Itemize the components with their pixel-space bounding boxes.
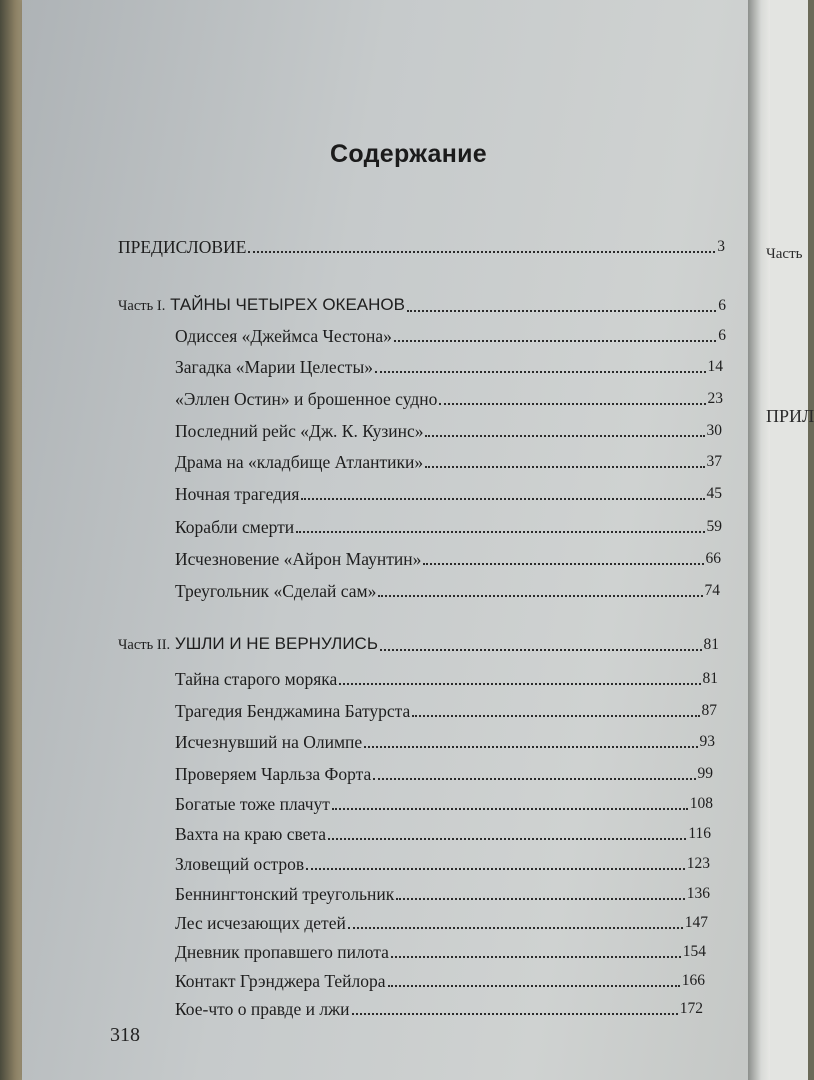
toc-entry-title: Ночная трагедия [175,484,300,504]
toc-entry [175,912,708,934]
toc-entry-page: 66 [705,550,721,567]
toc-part-label [118,294,405,317]
toc-leader [328,838,686,840]
toc-entry-title: Тайна старого моряка [175,669,338,689]
toc-leader [439,403,705,405]
toc-entry [175,941,706,963]
toc-entry-title: Богатые тоже плачут [175,794,330,814]
toc-entry-title: Трагедия Бенджамина Батурста [175,701,411,721]
toc-entry-page: 136 [686,885,710,902]
toc-leader [407,310,716,312]
toc-entry [175,548,721,570]
toc-leader [391,956,681,958]
toc-entry-page: 14 [707,358,723,375]
toc-entry-page: 81 [702,670,718,687]
toc-entry [175,325,726,347]
toc-entry-title: Исчезнувший на Олимпе [175,732,363,752]
toc-entry-title: Загадка «Марии Целесты» [175,357,373,377]
toc-entry [175,580,720,602]
toc-entry-title: Вахта на краю света [175,824,327,844]
toc-entry-page: 123 [686,855,710,872]
toc-leader [380,649,702,651]
toc-entry [118,236,725,258]
toc-entry-page: 30 [706,422,722,439]
toc-entry-title: Контакт Грэнджера Тейлора [175,971,386,991]
toc-entry [175,516,722,538]
toc-entry [175,668,718,690]
toc-leader [364,746,697,748]
toc-entry-page: 45 [706,485,722,502]
toc-entry-page: 166 [681,972,705,989]
toc-entry-title: Корабли смерти [175,517,295,537]
facing-page-text: ПРИЛ [766,406,814,426]
toc-part-title: УШЛИ И НЕ ВЕРНУЛИСЬ [174,634,378,653]
toc-leader [248,251,715,253]
toc-leader [348,927,683,929]
toc-entry [175,853,710,875]
toc-entry-page: 23 [707,390,723,407]
toc-entry-page: 147 [684,914,708,931]
toc-entry-title: Последний рейс «Дж. К. Кузинс» [175,421,424,441]
toc-entry-title: Драма на «кладбище Атлантики» [175,452,424,472]
toc-part-label [118,633,378,656]
toc-part-prefix: Часть I. [118,298,166,314]
toc-part-heading [118,633,719,656]
toc-entry-title: Лес исчезающих детей [175,913,346,933]
toc-leader [378,595,702,597]
toc-leader [306,868,685,870]
toc-part-heading [118,294,726,317]
toc-leader [412,715,699,717]
toc-leader [394,340,716,342]
toc-entry-page: 172 [679,1000,703,1017]
toc-entry-page: 3 [717,238,725,255]
toc-entry-page: 154 [682,943,706,960]
toc-entry [175,356,723,378]
toc-entry-page: 87 [701,702,717,719]
toc-entry-page: 81 [703,636,719,653]
toc-entry-page: 74 [704,582,720,599]
toc-leader [296,531,704,533]
toc-leader [423,563,703,565]
toc-leader [301,498,704,500]
toc-part-title: ТАЙНЫ ЧЕТЫРЕХ ОКЕАНОВ [170,295,405,314]
toc-entry-title: Дневник пропавшего пилота [175,942,389,962]
toc-entry [175,793,713,815]
page-title: Содержание [330,140,488,168]
toc-entry [175,731,715,753]
toc-entry-title: Кое-что о правде и лжи [175,999,350,1019]
toc-entry [175,700,717,722]
toc-entry-page: 108 [689,795,713,812]
toc-entry [175,883,710,905]
toc-entry-title: «Эллен Остин» и брошенное судно [175,389,438,409]
toc-leader [388,985,680,987]
toc-leader [425,435,704,437]
toc-entry [175,823,711,845]
toc-entry-page: 116 [688,825,711,842]
toc-entry-title: ПРЕДИСЛОВИЕ [118,237,247,257]
toc-entry-title: Проверяем Чарльза Форта [175,764,372,784]
toc-entry [175,763,713,785]
toc-entry [175,483,722,505]
toc-leader [352,1013,678,1015]
toc-entry [175,970,705,992]
toc-leader [396,898,684,900]
toc-leader [375,371,706,373]
toc-leader [332,808,688,810]
toc-entry-page: 93 [699,733,715,750]
toc-entry-title: Зловещий остров [175,854,305,874]
toc-leader [425,466,704,468]
facing-page-text: Часть [766,246,803,262]
toc-entry-page: 59 [706,518,722,535]
toc-entry-page: 6 [718,327,726,344]
toc-entry [175,388,723,410]
toc-entry-title: Одиссея «Джеймса Честона» [175,326,392,346]
toc-entry-page: 99 [697,765,713,782]
toc-entry [175,420,722,442]
toc-entry-title: Треугольник «Сделай сам» [175,581,377,601]
toc-entry-title: Беннингтонский треугольник [175,884,395,904]
toc-leader [373,778,695,780]
toc-entry [175,998,703,1020]
toc-entry-page: 37 [706,453,722,470]
toc-entry-page: 6 [718,297,726,314]
toc-entry-title: Исчезновение «Айрон Маунтин» [175,549,422,569]
page-number: 318 [110,1024,140,1046]
toc-part-prefix: Часть II. [118,637,171,653]
toc-entry [175,451,722,473]
toc-leader [339,683,700,685]
